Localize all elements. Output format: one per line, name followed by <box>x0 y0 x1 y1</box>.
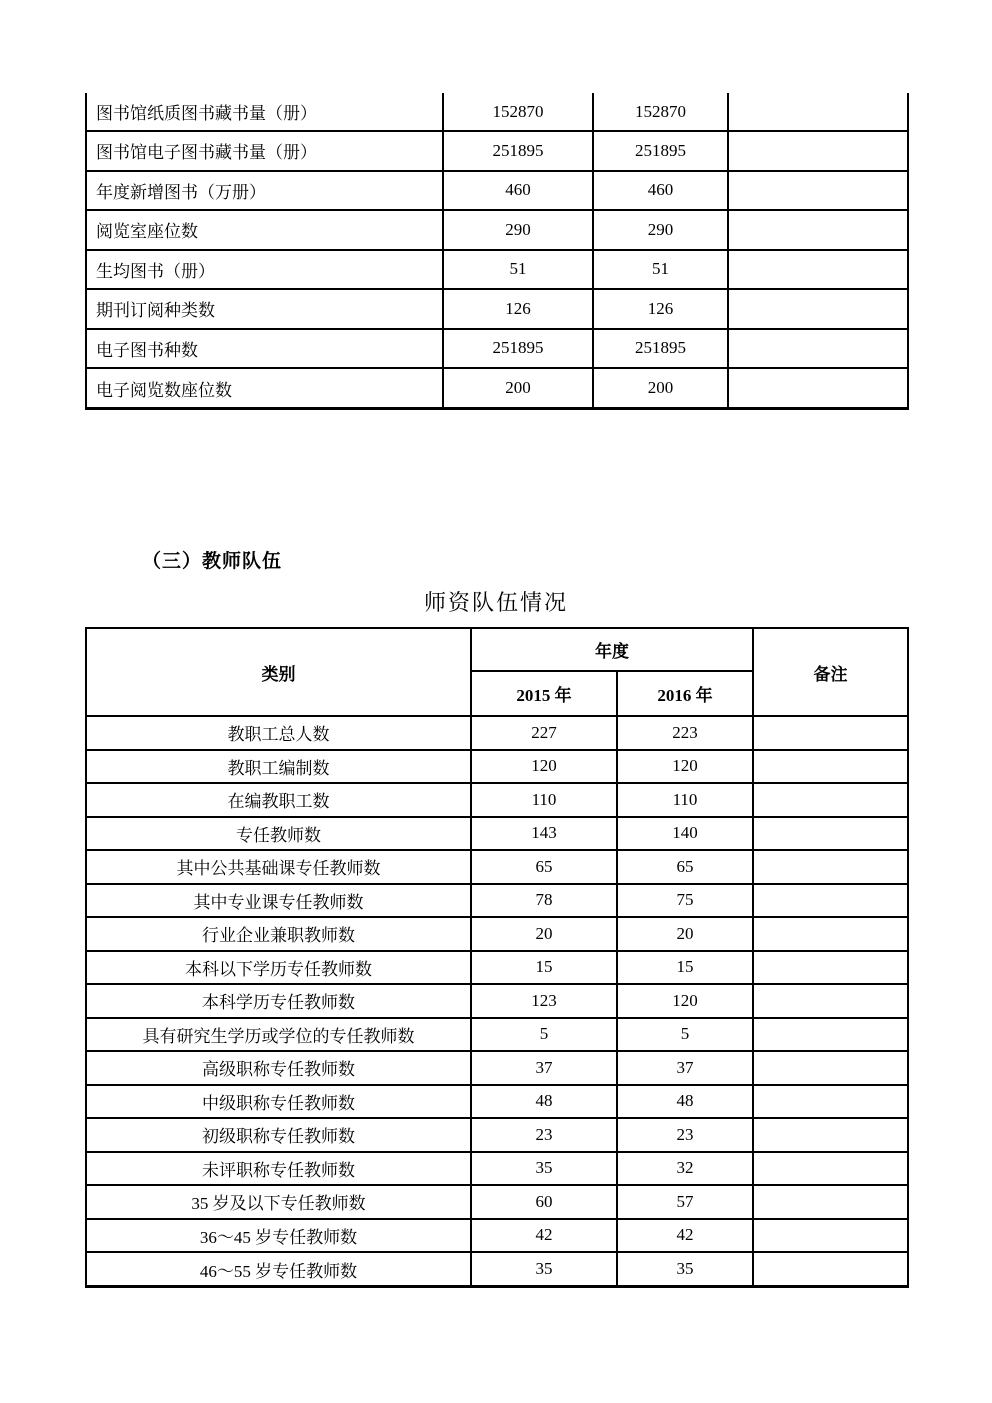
row-label-cell: 46～55 岁专任教师数 <box>86 1252 471 1286</box>
value-2016-cell: 460 <box>593 171 728 211</box>
table-row <box>86 984 908 1018</box>
remark-cell <box>753 1152 908 1186</box>
table-row <box>86 1219 908 1253</box>
value-2016-cell: 51 <box>593 250 728 290</box>
remark-cell <box>753 984 908 1018</box>
value-2016-cell: 65 <box>617 850 753 884</box>
table-row <box>86 250 908 290</box>
remark-cell <box>728 368 908 408</box>
remark-cell <box>753 884 908 918</box>
remark-cell <box>728 210 908 250</box>
remark-cell <box>753 750 908 784</box>
remark-cell <box>753 1252 908 1286</box>
table-row <box>86 1152 908 1186</box>
value-2015-cell: 35 <box>471 1252 617 1286</box>
value-2016-cell: 15 <box>617 951 753 985</box>
value-2015-cell: 200 <box>443 368 593 408</box>
value-2015-cell: 65 <box>471 850 617 884</box>
table-row <box>86 1085 908 1119</box>
value-2015-cell: 78 <box>471 884 617 918</box>
value-2015-cell: 110 <box>471 783 617 817</box>
value-2016-cell: 223 <box>617 716 753 750</box>
value-2016-cell: 110 <box>617 783 753 817</box>
header-category: 类别 <box>86 628 471 716</box>
remark-cell <box>753 1219 908 1253</box>
value-2015-cell: 126 <box>443 289 593 329</box>
row-label-cell: 教职工总人数 <box>86 716 471 750</box>
table-row <box>86 1018 908 1052</box>
value-2016-cell: 37 <box>617 1051 753 1085</box>
remark-cell <box>753 1085 908 1119</box>
value-2016-cell: 23 <box>617 1118 753 1152</box>
value-2015-cell: 460 <box>443 171 593 211</box>
table-row <box>86 750 908 784</box>
remark-cell <box>753 1185 908 1219</box>
value-2015-cell: 251895 <box>443 131 593 171</box>
row-label-cell: 未评职称专任教师数 <box>86 1152 471 1186</box>
row-label-cell: 图书馆电子图书藏书量（册） <box>86 131 443 171</box>
library-statistics-table <box>85 93 909 410</box>
value-2015-cell: 123 <box>471 984 617 1018</box>
value-2015-cell: 23 <box>471 1118 617 1152</box>
table-row <box>86 210 908 250</box>
value-2015-cell: 51 <box>443 250 593 290</box>
value-2016-cell: 35 <box>617 1252 753 1286</box>
row-label-cell: 教职工编制数 <box>86 750 471 784</box>
row-label-cell: 图书馆纸质图书藏书量（册） <box>86 93 443 131</box>
value-2015-cell: 143 <box>471 817 617 851</box>
row-label-cell: 具有研究生学历或学位的专任教师数 <box>86 1018 471 1052</box>
remark-cell <box>728 289 908 329</box>
section-heading: （三）教师队伍 <box>142 551 283 572</box>
value-2015-cell: 120 <box>471 750 617 784</box>
table-row <box>86 329 908 369</box>
row-label-cell: 本科以下学历专任教师数 <box>86 951 471 985</box>
value-2015-cell: 20 <box>471 917 617 951</box>
table-row <box>86 884 908 918</box>
remark-cell <box>753 850 908 884</box>
row-label-cell: 高级职称专任教师数 <box>86 1051 471 1085</box>
remark-cell <box>753 1018 908 1052</box>
remark-cell <box>728 131 908 171</box>
value-2015-cell: 152870 <box>443 93 593 131</box>
value-2015-cell: 60 <box>471 1185 617 1219</box>
table-row <box>86 1185 908 1219</box>
table-row <box>86 131 908 171</box>
row-label-cell: 期刊订阅种类数 <box>86 289 443 329</box>
value-2015-cell: 35 <box>471 1152 617 1186</box>
table-row <box>86 1252 908 1286</box>
value-2015-cell: 290 <box>443 210 593 250</box>
value-2016-cell: 120 <box>617 750 753 784</box>
header-year-2016: 2016 年 <box>617 671 753 716</box>
value-2015-cell: 227 <box>471 716 617 750</box>
row-label-cell: 36～45 岁专任教师数 <box>86 1219 471 1253</box>
remark-cell <box>753 1118 908 1152</box>
value-2015-cell: 15 <box>471 951 617 985</box>
value-2016-cell: 251895 <box>593 131 728 171</box>
table-row <box>86 368 908 408</box>
header-row-1 <box>86 628 908 671</box>
row-label-cell: 电子图书种数 <box>86 329 443 369</box>
row-label-cell: 行业企业兼职教师数 <box>86 917 471 951</box>
row-label-cell: 在编教职工数 <box>86 783 471 817</box>
value-2016-cell: 290 <box>593 210 728 250</box>
remark-cell <box>728 171 908 211</box>
value-2016-cell: 120 <box>617 984 753 1018</box>
value-2015-cell: 251895 <box>443 329 593 369</box>
remark-cell <box>728 93 908 131</box>
value-2016-cell: 42 <box>617 1219 753 1253</box>
row-label-cell: 35 岁及以下专任教师数 <box>86 1185 471 1219</box>
table-row <box>86 951 908 985</box>
value-2016-cell: 57 <box>617 1185 753 1219</box>
row-label-cell: 专任教师数 <box>86 817 471 851</box>
remark-cell <box>753 917 908 951</box>
faculty-table-title: 师资队伍情况 <box>423 590 568 615</box>
table-row <box>86 783 908 817</box>
remark-cell <box>753 716 908 750</box>
value-2016-cell: 140 <box>617 817 753 851</box>
remark-cell <box>728 329 908 369</box>
header-year-2015: 2015 年 <box>471 671 617 716</box>
value-2016-cell: 152870 <box>593 93 728 131</box>
value-2016-cell: 75 <box>617 884 753 918</box>
row-label-cell: 阅览室座位数 <box>86 210 443 250</box>
value-2015-cell: 42 <box>471 1219 617 1253</box>
faculty-statistics-table <box>85 627 909 1288</box>
remark-cell <box>753 1051 908 1085</box>
remark-cell <box>753 783 908 817</box>
remark-cell <box>753 951 908 985</box>
value-2016-cell: 5 <box>617 1018 753 1052</box>
header-year-group: 年度 <box>471 628 753 671</box>
value-2016-cell: 32 <box>617 1152 753 1186</box>
remark-cell <box>753 817 908 851</box>
row-label-cell: 初级职称专任教师数 <box>86 1118 471 1152</box>
table-row <box>86 917 908 951</box>
row-label-cell: 本科学历专任教师数 <box>86 984 471 1018</box>
table-row <box>86 716 908 750</box>
value-2016-cell: 48 <box>617 1085 753 1119</box>
table-row <box>86 850 908 884</box>
value-2016-cell: 251895 <box>593 329 728 369</box>
row-label-cell: 其中公共基础课专任教师数 <box>86 850 471 884</box>
value-2016-cell: 20 <box>617 917 753 951</box>
row-label-cell: 年度新增图书（万册） <box>86 171 443 211</box>
row-label-cell: 中级职称专任教师数 <box>86 1085 471 1119</box>
value-2015-cell: 5 <box>471 1018 617 1052</box>
remark-cell <box>728 250 908 290</box>
table-row <box>86 289 908 329</box>
table-row <box>86 1118 908 1152</box>
row-label-cell: 电子阅览数座位数 <box>86 368 443 408</box>
value-2015-cell: 48 <box>471 1085 617 1119</box>
table-row <box>86 817 908 851</box>
row-label-cell: 其中专业课专任教师数 <box>86 884 471 918</box>
value-2015-cell: 37 <box>471 1051 617 1085</box>
table-row <box>86 93 908 131</box>
value-2016-cell: 126 <box>593 289 728 329</box>
value-2016-cell: 200 <box>593 368 728 408</box>
header-remark: 备注 <box>753 628 908 716</box>
table-row <box>86 1051 908 1085</box>
table-row <box>86 171 908 211</box>
row-label-cell: 生均图书（册） <box>86 250 443 290</box>
